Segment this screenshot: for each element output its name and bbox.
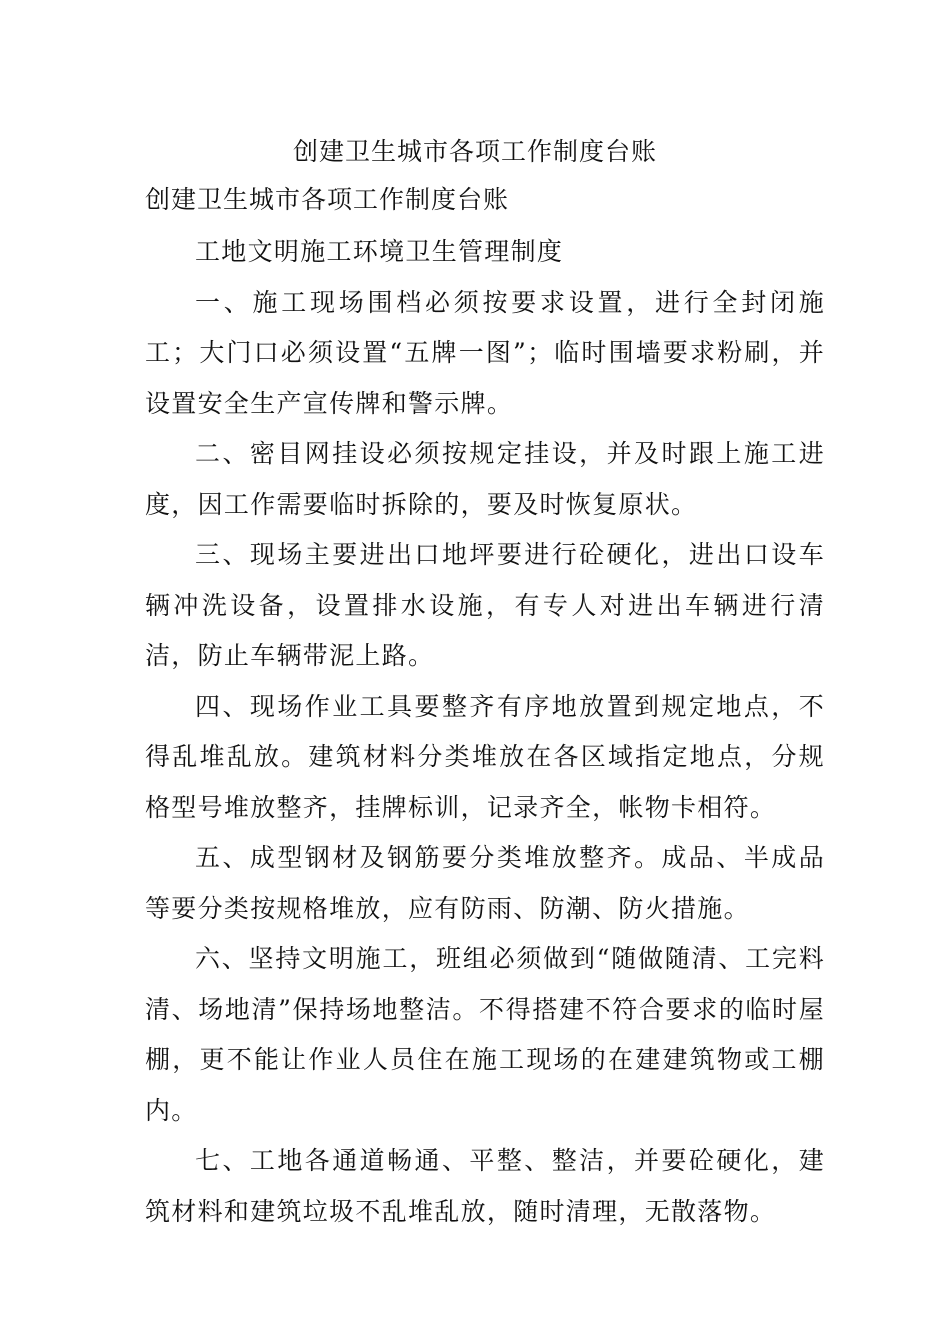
document-body	[145, 227, 825, 1237]
paragraph-3: 三、现场主要进出口地坪要进行砼硬化，进出口设车辆冲洗设备，设置排水设施，有专人对进出车辆进行清洁，防止车辆带泥上路。	[145, 540, 825, 670]
paragraph-5: 五、成型钢材及钢筋要分类堆放整齐。成品、半成品等要分类按规格堆放，应有防雨、防潮、防火措施。	[145, 843, 825, 923]
document-subtitle: 创建卫生城市各项工作制度台账	[145, 185, 510, 214]
paragraph-6: 六、坚持文明施工，班组必须做到“随做随清、工完料清、场地清”保持场地整洁。不得搭建不符合要求的临时屋棚，更不能让作业人员住在施工现场的在建建筑物或工棚内。	[145, 944, 825, 1125]
section-heading: 工地文明施工环境卫生管理制度	[195, 237, 564, 266]
paragraph-2: 二、密目网挂设必须按规定挂设，并及时跟上施工进度，因工作需要临时拆除的，要及时恢复原状。	[145, 439, 825, 519]
paragraph-4: 四、现场作业工具要整齐有序地放置到规定地点，不得乱堆乱放。建筑材料分类堆放在各区域指定地点，分规格型号堆放整齐，挂牌标训，记录齐全，帐物卡相符。	[145, 691, 825, 822]
document-title: 创建卫生城市各项工作制度台账	[292, 137, 657, 166]
paragraph-1: 一、施工现场围档必须按要求设置，进行全封闭施工；大门口必须设置“五牌一图”；临时围墙要求粉刷，并设置安全生产宣传牌和警示牌。	[145, 287, 825, 418]
paragraph-7: 七、工地各通道畅通、平整、整洁，并要砼硬化，建筑材料和建筑垃圾不乱堆乱放，随时清理，无散落物。	[145, 1146, 825, 1226]
